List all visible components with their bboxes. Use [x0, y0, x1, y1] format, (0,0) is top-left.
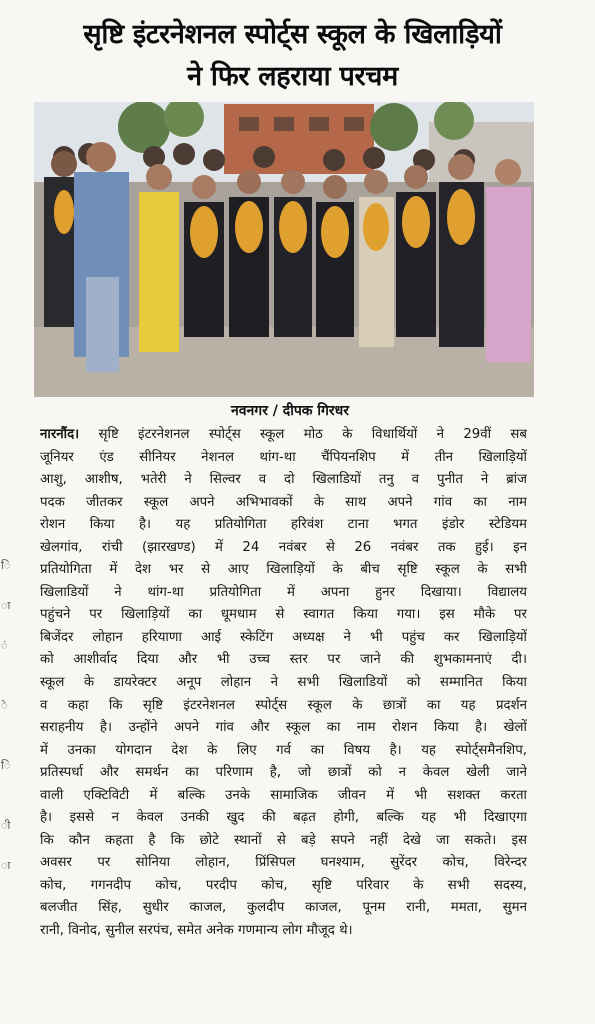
body-line: रानी, विनोद, सुनील सरपंच, समेत अनेक गणमान्य लोग मौजूद थे। [40, 923, 353, 939]
body-line: को आशीर्वाद दिया और भी उच्च स्तर पर जाने की शुभकामनाएं दी। [40, 652, 527, 668]
body-line: खिलाडियों ने थांग-था प्रतियोगिता में अपना हुनर दिखाया। विद्यालय [40, 584, 527, 600]
body-line: बिजेंदर लोहान हरियाणा आई स्केटिंग अध्यक्ष ने भी पहुंच कर खिलाड़ियों [40, 629, 527, 645]
body-line: पदक जीतकर स्कूल अपने अभिभावकों के साथ अपने गांव का नाम [40, 494, 527, 510]
group-photo [34, 102, 534, 397]
body-line: प्रतियोगिता में देश भर से आए खिलाड़ियों के बीच सृष्टि स्कूल के सभी [40, 562, 527, 578]
body-line: है। इससे न केवल उनकी खुद की बढ़त होगी, बल्कि यह भी दिखाएगा [40, 810, 527, 826]
group-photo-illustration [34, 102, 534, 397]
headline-line-2: ने फिर लहराया परचम [187, 61, 398, 92]
body-line: कि कौन कहता है कि छोटे स्थानों से बड़े सपने नहीं देखे जा सकते। इस [40, 832, 527, 848]
article-dateline: नारनौंद। [40, 427, 80, 442]
body-line: नारनौंद। सृष्टि इंटरनेशनल स्पोर्ट्स स्कूल मोठ के विधार्थियों ने 29वीं सब [40, 427, 527, 442]
body-line: वाली एक्टिविटी में बल्कि उनके सामाजिक जीवन में भी सशक्त करता [40, 787, 527, 803]
body-line: सराहनीय है। उन्होंने अपने गांव और स्कूल का नाम रोशन किया है। खेलों [40, 720, 527, 736]
article-body [40, 424, 527, 943]
body-line: में उनका योगदान देश के लिए गर्व का विषय है। यह स्पोर्ट्समैनशिप, [40, 742, 527, 758]
body-line: जूनियर एंड सीनियर नेशनल थांग-था चैंपियनशिप में तीन खिलाड़ियों [40, 449, 527, 465]
body-line: अवसर पर सोनिया लोहान, प्रिंसिपल घनश्याम, सुरेंदर कोच, विरेन्दर [40, 855, 527, 871]
body-line: कोच, गगनदीप कोच, परदीप कोच, सृष्टि परिवार के सभी सदस्य, [40, 877, 527, 893]
body-line: रोशन किया है। यह प्रतियोगिता हरिवंश टाना भगत इंडोर स्टेडियम [40, 517, 527, 533]
body-line: खेलगांव, रांची (झारखण्ड) में 24 नवंबर से 26 नवंबर तक हुई। इन [40, 539, 527, 555]
body-line: बलजीत सिंह, सुधीर काजल, कुलदीप काजल, पूनम रानी, ममता, सुमन [40, 900, 527, 916]
headline-line-1: सृष्टि इंटरनेशनल स्पोर्ट्स स्कूल के खिलाड़ियों [83, 19, 502, 50]
body-line: व कहा कि सृष्टि इंटरनेशनल स्पोर्ट्स स्कूल के छात्रों का यह प्रदर्शन [40, 697, 527, 713]
body-line: प्रतिस्पर्धा और समर्थन का परिणाम है, जो छात्रों को न केवल खेली जाने [40, 765, 527, 781]
body-line: आशु, आशीष, भतेरी ने सिल्वर व दो खिलाडियों तनु व पुनीत ने ब्रांज [40, 472, 527, 488]
adjacent-column-fragment: ि ा ं े ि ी ा [1, 559, 11, 872]
article-byline: नवनगर / दीपक गिरधर [230, 403, 349, 419]
body-line: स्कूल के डायरेक्टर अनूप लोहान ने सभी खिलाडियों को सम्मानित किया [40, 675, 527, 691]
body-line: पहुंचने पर खिलाड़ियों का धूमधाम से स्वागत किया गया। इस मौके पर [40, 607, 527, 623]
article-headline [30, 14, 555, 98]
